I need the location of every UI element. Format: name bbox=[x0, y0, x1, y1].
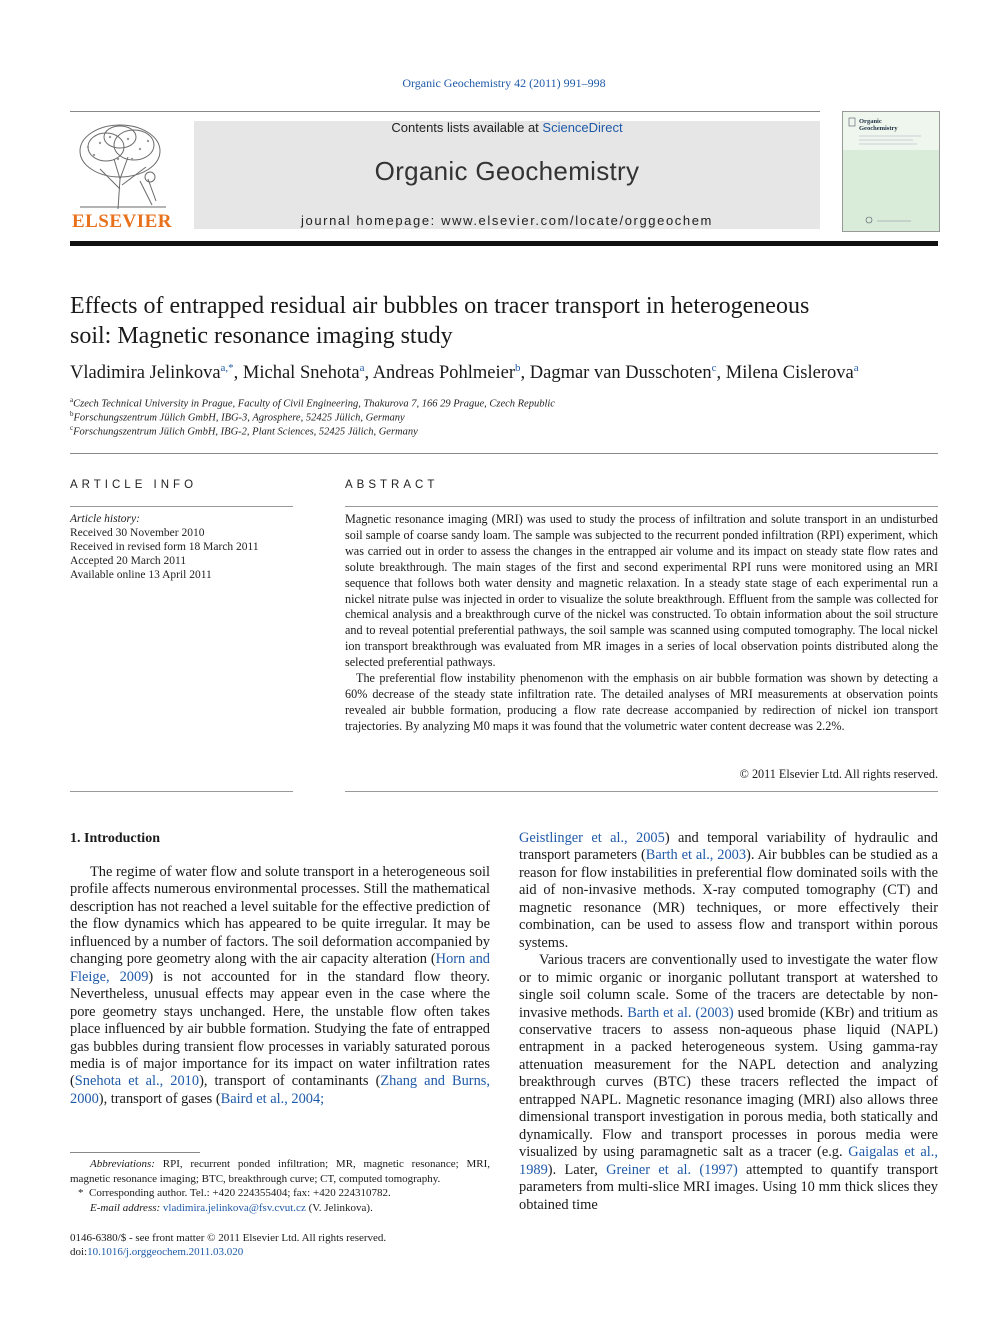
body-text: ). Later, bbox=[547, 1161, 607, 1178]
history-item: Received 30 November 2010 bbox=[70, 527, 205, 539]
history-item: Available online 13 April 2011 bbox=[70, 569, 212, 581]
cover-title-line2: Geochemistry bbox=[859, 125, 898, 132]
affiliation-text: Czech Technical University in Prague, Faculty of Civil Engineering, Thakurova 7, 166 29 Prague, Czech Republic bbox=[73, 398, 555, 410]
article-history-label: Article history: bbox=[70, 513, 140, 525]
article-history bbox=[70, 512, 300, 582]
front-matter-notes bbox=[70, 1231, 490, 1259]
footnote-abbreviations bbox=[70, 1157, 490, 1186]
affiliation bbox=[70, 396, 555, 410]
author-separator: , bbox=[233, 363, 243, 384]
author-separator: , bbox=[716, 363, 726, 384]
body-text: attempted to quantify transport parameters from multi-slice MRI images. Using 10 mm thick slices they obtained time bbox=[519, 1161, 938, 1213]
history-item: Received in revised form 18 March 2011 bbox=[70, 541, 259, 553]
contents-line bbox=[194, 120, 820, 135]
issn-line: 0146-6380/$ - see front matter © 2011 Elsevier Ltd. All rights reserved. bbox=[70, 1232, 387, 1244]
cover-title-line1: Organic bbox=[859, 118, 882, 125]
body-text: ), transport of contaminants ( bbox=[199, 1073, 381, 1090]
citation-link[interactable]: Zhang and Burns, 2000 bbox=[70, 1073, 490, 1107]
author: Vladimira Jelinkova bbox=[70, 363, 221, 384]
email-link[interactable]: vladimira.jelinkova@fsv.cvut.cz bbox=[162, 1201, 306, 1214]
footnote-email bbox=[70, 1201, 490, 1216]
author: Andreas Pohlmeier bbox=[372, 363, 515, 384]
footnote-corresponding bbox=[70, 1186, 490, 1201]
citation-link[interactable]: Horn and Fleige, 2009 bbox=[70, 951, 490, 985]
body-text: Various tracers are conventionally used to investigate the water flow or to mimic organic or inorganic pollutant transport at watershed to single soil column scale. Some of the tracers are detectable by non-invasive methods. bbox=[519, 952, 938, 1021]
journal-cover-thumbnail bbox=[842, 111, 940, 232]
author: Michal Snehota bbox=[242, 363, 360, 384]
body-text: ) is not accounted for in the standard flow theory. Nevertheless, unusual effects may appear even in the case where the pore geometry stays unchanged. Here, the unstable flow often takes place influenced by air bubble formation. Studying the fate of entrapped gas bubbles during transient flow processes in variably saturated porous media is of major importance for its impact on water infiltration rates ( bbox=[70, 968, 490, 1090]
journal-homepage[interactable]: journal homepage: www.elsevier.com/locate/orggeochem bbox=[301, 213, 713, 228]
citation-link[interactable]: Greiner et al. (1997) bbox=[606, 1161, 738, 1178]
body-paragraph bbox=[70, 864, 490, 1108]
abstract-paragraph: The preferential flow instability phenomenon with the emphasis on air bubble formation was shown by detecting a 60% decrease of the steady state infiltration rate. The detailed analyses of MRI measurements at observation points revealed air bubble formation, producing a flow rate decrease accompanied by redirection of nickel ion transport trajectories. By analyzing M0 maps it was found that the volumetric water content decrease was 2.2%. bbox=[345, 671, 938, 733]
article-info-heading: ARTICLE INFO bbox=[70, 479, 198, 491]
body-paragraph bbox=[519, 952, 938, 1214]
footnote-rule bbox=[70, 1152, 200, 1153]
author-affiliation-mark[interactable]: c bbox=[711, 362, 717, 374]
footnotes bbox=[70, 1157, 490, 1215]
affiliation-mark: b bbox=[70, 410, 74, 418]
doi-prefix: doi: bbox=[70, 1246, 88, 1258]
article-info-rule bbox=[70, 506, 293, 507]
footnote-text: Corresponding author. Tel.: +420 224355404; fax: +420 224310782. bbox=[89, 1187, 391, 1199]
footnote-text: RPI, recurrent ponded infiltration; MR, magnetic resonance; MRI, magnetic resonance imaging; BTC, breakthrough curve; CT, computed tomography. bbox=[70, 1158, 490, 1185]
affiliation-mark: c bbox=[70, 424, 74, 432]
body-text: The regime of water flow and solute transport in a heterogeneous soil profile affects numerous environmental processes. Still the mathematical description has not reached a level suitable for the effective prediction of the flow dynamics which has appeared to be quite irregular. It may be influenced by a number of factors. The soil deformation accompanied by changing pore geometry along with the air capacity alteration ( bbox=[70, 864, 491, 968]
citation-link[interactable]: Snehota et al., 2010 bbox=[74, 1073, 200, 1090]
author-affiliation-mark[interactable]: a bbox=[359, 362, 365, 374]
body-text: used bromide (KBr) and tritium as conservative tracers to assess non-aqueous phase liquid (NAPL) entrapment in a packed heterogeneous system. Using gamma-ray attenuation measurement for the NAPL detection and analyzing breakthrough curves (BTC) these tracers reflected the impact of entrapped NAPL. Magnetic resonance imaging (MRI) also allows three dimensional transport investigation in porous media, both statically and dynamically. Flow and transport processes in porous media were visualized by using paramagnetic salt as a tracer (e.g. bbox=[519, 1004, 939, 1161]
author-separator: , bbox=[520, 363, 530, 384]
sciencedirect-link[interactable]: ScienceDirect bbox=[542, 120, 623, 135]
journal-name: Organic Geochemistry bbox=[374, 156, 640, 186]
body-text: ) and temporal variability of hydraulic and transport parameters ( bbox=[519, 830, 939, 864]
doi-line bbox=[70, 1245, 490, 1259]
citation-link[interactable]: Barth et al., 2003 bbox=[645, 847, 747, 864]
body-paragraph bbox=[519, 830, 938, 952]
body-text: ), transport of gases ( bbox=[98, 1090, 221, 1107]
affiliation-text: Forschungszentrum Jülich GmbH, IBG-2, Plant Sciences, 52425 Jülich, Germany bbox=[73, 426, 418, 438]
author-separator: , bbox=[364, 363, 373, 384]
citation-link[interactable]: Baird et al., 2004; bbox=[220, 1090, 325, 1107]
article-title bbox=[70, 291, 950, 351]
doi-link[interactable]: 10.1016/j.orggeochem.2011.03.020 bbox=[87, 1246, 244, 1258]
citation-link[interactable]: Barth et al. (2003) bbox=[627, 1004, 734, 1021]
abstract-paragraph: Magnetic resonance imaging (MRI) was used to study the process of infiltration and solute transport in an undisturbed soil sample of coarse sandy loam. The sample was subjected to the recurrent ponded infiltration (RPI) experiment, which was carried out in order to assess the changes in the entrapped air volume and its impact on steady state flow rates and solute breakthrough. The main stages of the first and second experimental RPI runs were monitored using an MRI sequence that follows both water density and magnetic relaxation. In a steady state stage of each experimental run a nickel nitrate pulse was injected in order to visualize the solute breakthrough. Effluent from the sample was collected for chemical analysis and a breakthrough curve of the nickel was constructed. To obtain information about the soil structure and to reveal potential preferential pathways, the soil sample was scanned using computed tomography. The local nickel ion transport breakthrough was evaluated from MR images in a series of local observation points distributed along the selected preferential pathways. bbox=[345, 512, 938, 670]
body-column-left bbox=[70, 864, 490, 1108]
footnote-label: E-mail address: bbox=[90, 1201, 161, 1214]
header-thick-rule bbox=[70, 241, 938, 246]
article-title-line1: Effects of entrapped residual air bubbles on tracer transport in heterogeneous bbox=[70, 293, 810, 319]
abstract-body bbox=[345, 512, 938, 735]
section-rule bbox=[70, 453, 938, 454]
top-rule bbox=[70, 111, 820, 112]
author-affiliation-mark[interactable]: a,* bbox=[220, 362, 234, 374]
footnote-text: (V. Jelinkova). bbox=[305, 1201, 373, 1214]
section-heading-introduction: 1. Introduction bbox=[70, 831, 160, 846]
author: Dagmar van Dusschoten bbox=[529, 363, 712, 384]
author-affiliation-mark[interactable]: a bbox=[853, 362, 859, 374]
affiliation-mark: a bbox=[70, 396, 74, 404]
affiliation-text: Forschungszentrum Jülich GmbH, IBG-3, Agrosphere, 52425 Jülich, Germany bbox=[73, 412, 405, 424]
elsevier-logo bbox=[70, 119, 174, 231]
author: Milena Cislerova bbox=[725, 363, 854, 384]
author-list bbox=[70, 362, 950, 384]
body-column-right bbox=[519, 830, 938, 1214]
affiliation bbox=[70, 424, 418, 438]
history-item: Accepted 20 March 2011 bbox=[70, 555, 187, 567]
footnote-mark: * bbox=[78, 1187, 84, 1199]
body-text: ). Air bubbles can be studied as a reason for flow instabilities in preferential flow dominated soils with the aid of non-invasive methods. X-ray computed tomography (CT) and magnetic resonance (MR) techniques, or more effectively their combination, can be used to assess flow and transport within porous systems. bbox=[519, 847, 938, 951]
footnote-label: Abbreviations: bbox=[90, 1158, 155, 1170]
abstract-rule bbox=[345, 506, 938, 507]
elsevier-wordmark: ELSEVIER bbox=[71, 211, 173, 232]
abstract-heading: ABSTRACT bbox=[345, 479, 439, 491]
affiliation bbox=[70, 410, 405, 424]
cover-decoration-icon bbox=[843, 112, 939, 231]
abstract-bottom-rule bbox=[345, 791, 938, 792]
elsevier-tree-icon bbox=[70, 119, 174, 211]
citation-link[interactable]: Geistlinger et al., 2005 bbox=[519, 830, 665, 846]
abstract-copyright: © 2011 Elsevier Ltd. All rights reserved. bbox=[739, 767, 938, 781]
contents-prefix: Contents lists available at bbox=[391, 120, 543, 135]
author-affiliation-mark[interactable]: b bbox=[515, 362, 521, 374]
article-info-bottom-rule bbox=[70, 791, 293, 792]
article-title-line2: soil: Magnetic resonance imaging study bbox=[70, 323, 453, 349]
journal-citation[interactable]: Organic Geochemistry 42 (2011) 991–998 bbox=[402, 76, 606, 90]
citation-link[interactable]: Gaigalas et al., 1989 bbox=[519, 1144, 938, 1178]
